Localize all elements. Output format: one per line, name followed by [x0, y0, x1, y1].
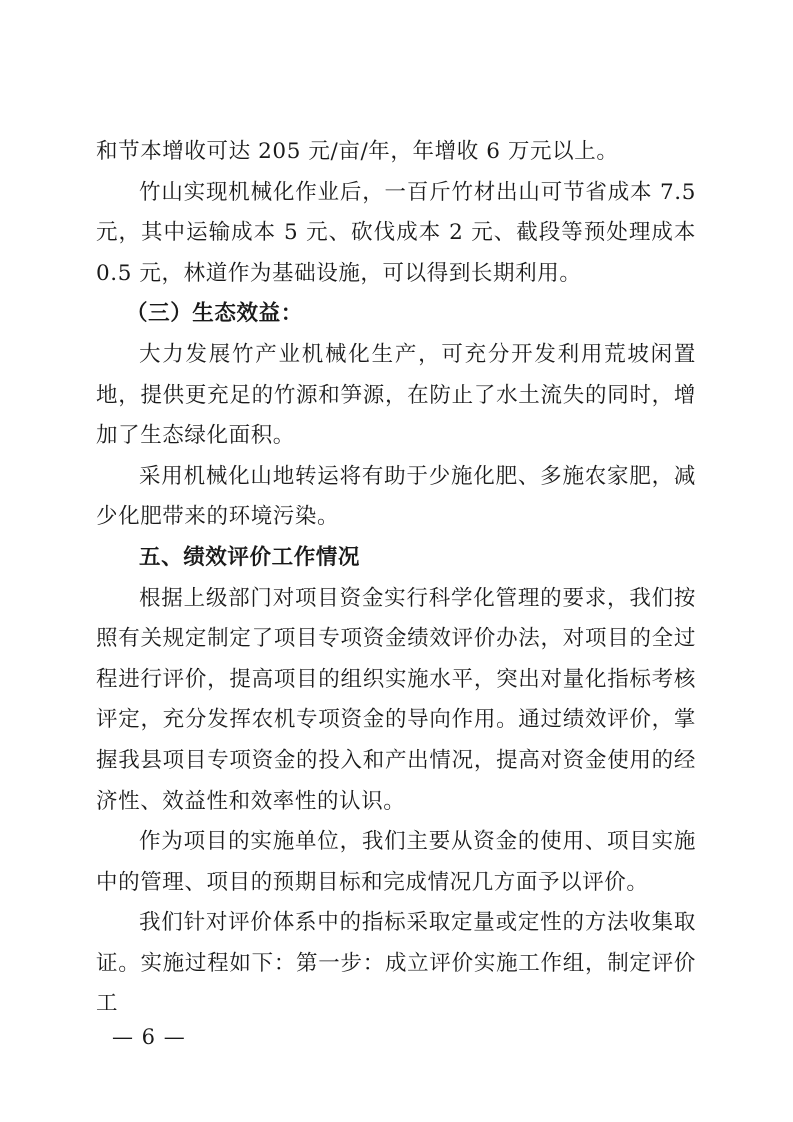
section-heading-performance-evaluation: 五、绩效评价工作情况 [139, 544, 361, 570]
paragraph-bamboo-industry: 大力发展竹产业机械化生产，可充分开发利用荒坡闲置地，提供更充足的竹源和笋源，在防止了水土流失的同时，增加了生态绿化面积。 [96, 341, 696, 449]
paragraph-fertilizer: 采用机械化山地转运将有助于少施化肥、多施农家肥，减少化肥带来的环境污染。 [96, 463, 696, 530]
paragraph-evaluation-method: 根据上级部门对项目资金实行科学化管理的要求，我们按照有关规定制定了项目专项资金绩效评价办法，对项目的全过程进行评价，提高项目的组织实施水平，突出对量化指标考核评定，充分发挥农机专项资金的导向作用。通过绩效评价，掌握我县项目专项资金的投入和产出情况，提高对资金使用的经济性、效益性和效率性的认识。 [96, 585, 696, 814]
paragraph-cost-savings: 竹山实现机械化作业后，一百斤竹材出山可节省成本 7.5 元，其中运输成本 5 元、砍伐成本 2 元、截段等预处理成本 0.5 元，林道作为基础设施，可以得到长期利用。 [96, 179, 696, 286]
paragraph-continuation: 和节本增收可达 205 元/亩/年，年增收 6 万元以上。 [96, 139, 619, 164]
section-heading-ecological-benefits: （三）生态效益： [126, 301, 303, 327]
page-number: — 6 — [112, 1025, 186, 1049]
paragraph-implementing-unit: 作为项目的实施单位，我们主要从资金的使用、项目实施中的管理、项目的预期目标和完成情况几方面予以评价。 [96, 829, 696, 895]
document-body [96, 132, 696, 1025]
paragraph-evaluation-process: 我们针对评价体系中的指标采取定量或定性的方法收集取证。实施过程如下：第一步：成立评价实施工作组，制定评价工 [96, 910, 696, 1017]
